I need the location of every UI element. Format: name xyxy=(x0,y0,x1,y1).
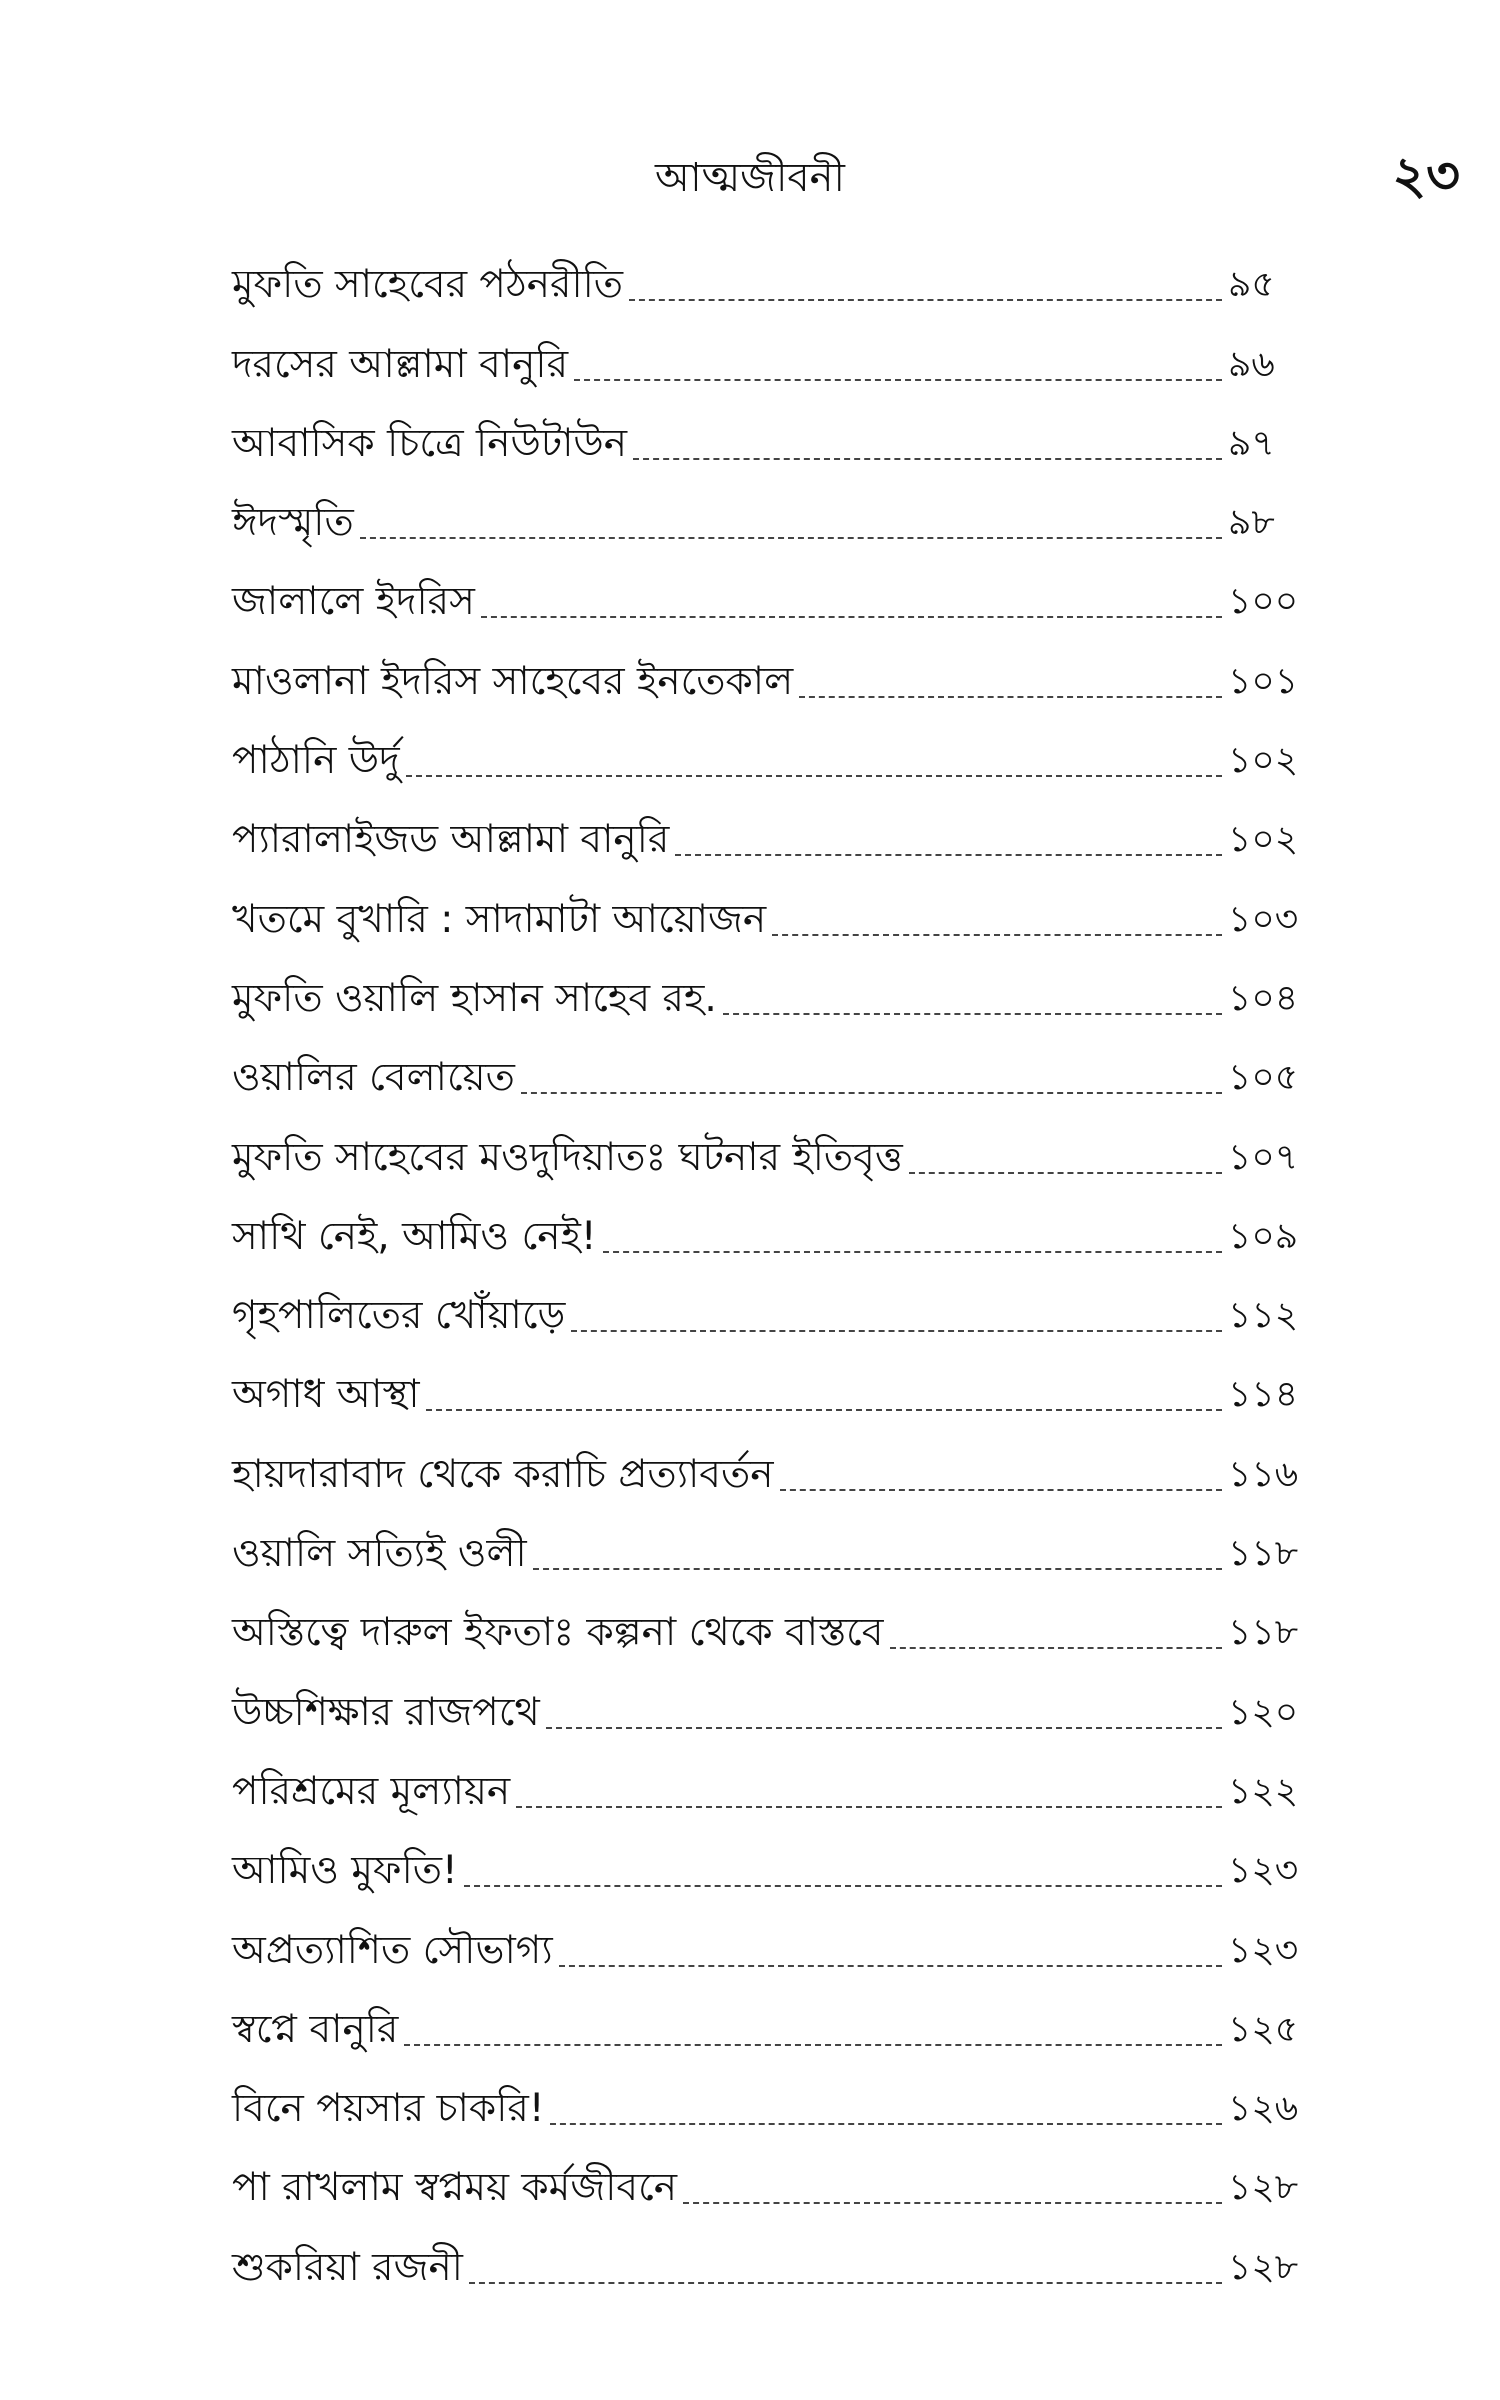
toc-entry-page: ১২৮ xyxy=(1228,2246,1299,2288)
toc-entry-title: পাঠানি উর্দু xyxy=(232,738,400,784)
dotted-leader xyxy=(469,2282,1222,2284)
dotted-leader xyxy=(571,1330,1222,1332)
toc-entry-title: হায়দারাবাদ থেকে করাচি প্রত্যাবর্তন xyxy=(232,1451,774,1497)
toc-entry-title: আমিও মুফতি! xyxy=(232,1848,458,1894)
toc-entry-title: খতমে বুখারি : সাদামাটা আয়োজন xyxy=(232,896,767,942)
toc-entry-page: ১০৯ xyxy=(1228,1215,1299,1257)
toc-entry-page: ১২৩ xyxy=(1228,1850,1299,1892)
toc-entry-title: জালালে ইদরিস xyxy=(232,579,475,625)
dotted-leader xyxy=(772,934,1222,936)
toc-entry-title: ওয়ালির বেলায়েত xyxy=(232,1055,515,1101)
dotted-leader xyxy=(799,696,1222,698)
toc-entry xyxy=(232,2135,1300,2214)
dotted-leader xyxy=(481,616,1222,618)
dotted-leader xyxy=(780,1489,1222,1491)
toc-entry-page: ৯৭ xyxy=(1228,422,1275,464)
dotted-leader xyxy=(574,379,1222,381)
dotted-leader xyxy=(909,1172,1222,1174)
toc-entry-title: ঈদস্মৃতি xyxy=(232,500,354,546)
toc-entry-title: উচ্চশিক্ষার রাজপথে xyxy=(232,1689,540,1735)
toc-entry xyxy=(232,1104,1300,1183)
page-number: ২৩ xyxy=(1392,146,1460,206)
toc-entry xyxy=(232,549,1300,628)
toc-entry xyxy=(232,1342,1300,1421)
toc-entry xyxy=(232,1977,1300,2056)
toc-entry-title: স্বপ্নে বানুরি xyxy=(232,2006,399,2052)
toc-entry-page: ১০৫ xyxy=(1228,1057,1299,1099)
toc-entry-title: দরসের আল্লামা বানুরি xyxy=(232,341,569,387)
dotted-leader xyxy=(521,1092,1222,1094)
dotted-leader xyxy=(360,537,1222,539)
dotted-leader xyxy=(464,1885,1222,1887)
dotted-leader xyxy=(603,1251,1223,1253)
toc-entry-title: ওয়ালি সত্যিই ওলী xyxy=(232,1531,527,1577)
toc-entry-title: বিনে পয়সার চাকরি! xyxy=(232,2086,545,2132)
toc-entry-title: প্যারালাইজড আল্লামা বানুরি xyxy=(232,817,670,863)
dotted-leader xyxy=(675,854,1222,856)
toc-entry xyxy=(232,866,1300,945)
toc-entry xyxy=(232,232,1300,311)
toc-entry-title: মাওলানা ইদরিস সাহেবের ইনতেকাল xyxy=(232,658,794,704)
dotted-leader xyxy=(890,1647,1223,1649)
toc-entry-page: ১০৭ xyxy=(1228,1136,1299,1178)
toc-entry-page: ১০৩ xyxy=(1228,898,1299,940)
dotted-leader xyxy=(629,299,1222,301)
dotted-leader xyxy=(723,1013,1222,1015)
dotted-leader xyxy=(406,775,1222,777)
toc-entry-title: আবাসিক চিত্রে নিউটাউন xyxy=(232,420,628,466)
toc-entry-page: ১০১ xyxy=(1228,660,1299,702)
toc-entry-page: ১০২ xyxy=(1228,740,1299,782)
dotted-leader xyxy=(559,1965,1222,1967)
toc-entry-title: গৃহপালিতের খোঁয়াড়ে xyxy=(232,1293,566,1339)
dotted-leader xyxy=(533,1568,1222,1570)
toc-entry xyxy=(232,1659,1300,1738)
toc-entry-page: ১১৮ xyxy=(1228,1612,1299,1654)
toc-entry-title: পরিশ্রমের মূল্যায়ন xyxy=(232,1768,511,1814)
toc-entry-page: ১২৮ xyxy=(1228,2167,1299,2209)
toc-entry-title: মুফতি সাহেবের পঠনরীতি xyxy=(232,262,624,308)
toc-entry xyxy=(232,1818,1300,1897)
toc-entry xyxy=(232,1263,1300,1342)
dotted-leader xyxy=(426,1409,1222,1411)
toc-entry xyxy=(232,628,1300,707)
toc-entry-page: ৯৮ xyxy=(1228,502,1275,544)
toc-entry-title: অপ্রত্যাশিত সৌভাগ্য xyxy=(232,1927,553,1973)
dotted-leader xyxy=(404,2044,1222,2046)
toc-entry-page: ৯৫ xyxy=(1228,264,1275,306)
toc-entry-page: ১০২ xyxy=(1228,819,1299,861)
toc-entry xyxy=(232,787,1300,866)
toc-entry xyxy=(232,1184,1300,1263)
toc-entry-title: সাথি নেই, আমিও নেই! xyxy=(232,1213,597,1259)
toc-entry-page: ১১৮ xyxy=(1228,1533,1299,1575)
toc-entry xyxy=(232,1501,1300,1580)
toc-entry xyxy=(232,470,1300,549)
toc-entry-page: ১২২ xyxy=(1228,1770,1299,1812)
toc-entry-page: ১২০ xyxy=(1228,1691,1299,1733)
dotted-leader xyxy=(546,1727,1222,1729)
table-of-contents xyxy=(232,232,1300,2294)
toc-entry xyxy=(232,1897,1300,1976)
toc-entry xyxy=(232,708,1300,787)
toc-entry-title: মুফতি সাহেবের মওদুদিয়াতঃ ঘটনার ইতিবৃত্ত xyxy=(232,1134,903,1180)
toc-entry-page: ১২৬ xyxy=(1228,2088,1299,2130)
toc-entry-page: ১১২ xyxy=(1228,1295,1299,1337)
toc-entry xyxy=(232,311,1300,390)
toc-entry xyxy=(232,391,1300,470)
toc-entry-page: ১২৩ xyxy=(1228,1929,1299,1971)
toc-entry-page: ১১৪ xyxy=(1228,1374,1299,1416)
toc-entry-title: শুকরিয়া রজনী xyxy=(232,2244,463,2290)
dotted-leader xyxy=(516,1806,1222,1808)
toc-entry xyxy=(232,2214,1300,2293)
running-header-title: আত্মজীবনী xyxy=(654,155,845,201)
toc-entry-title: অগাধ আস্থা xyxy=(232,1372,420,1418)
toc-entry xyxy=(232,1025,1300,1104)
toc-entry xyxy=(232,1580,1300,1659)
toc-entry-page: ১১৬ xyxy=(1228,1453,1299,1495)
dotted-leader xyxy=(633,458,1222,460)
toc-entry-title: মুফতি ওয়ালি হাসান সাহেব রহ. xyxy=(232,975,717,1021)
toc-entry-page: ১০৪ xyxy=(1228,977,1299,1019)
dotted-leader xyxy=(683,2202,1222,2204)
dotted-leader xyxy=(550,2123,1222,2125)
toc-entry xyxy=(232,1739,1300,1818)
toc-entry-page: ১২৫ xyxy=(1228,2008,1299,2050)
toc-entry-title: পা রাখলাম স্বপ্নময় কর্মজীবনে xyxy=(232,2165,678,2211)
toc-entry xyxy=(232,1421,1300,1500)
toc-entry xyxy=(232,2056,1300,2135)
toc-entry-title: অস্তিত্বে দারুল ইফতাঃ কল্পনা থেকে বাস্তবে xyxy=(232,1610,884,1656)
toc-entry xyxy=(232,946,1300,1025)
toc-entry-page: ৯৬ xyxy=(1228,343,1275,385)
toc-entry-page: ১০০ xyxy=(1228,581,1299,623)
